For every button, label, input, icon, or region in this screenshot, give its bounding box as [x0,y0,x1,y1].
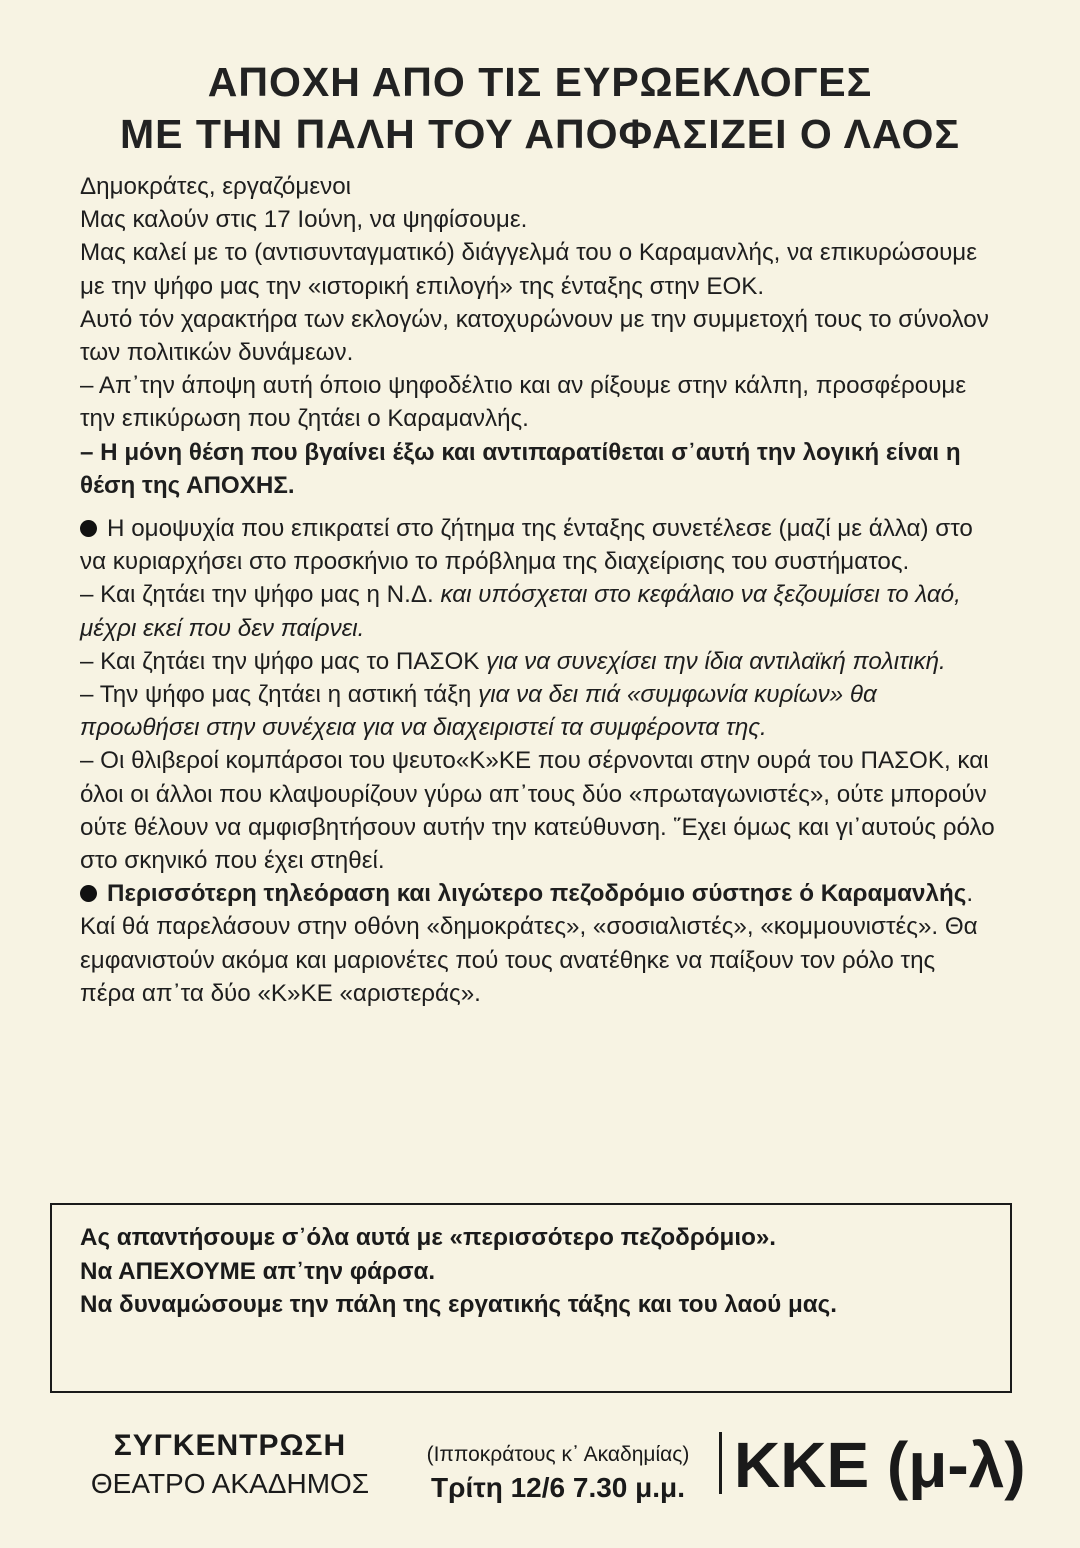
intro-paragraph-4: Αυτό τόν χαρακτήρα των εκλογών, κατοχυρώνουν με την συμμετοχή τους το σύνολον των πολιτικών δυνάμεων. [80,305,989,367]
section2-p4-plain: – Την ψήφο μας ζητάει η αστική τάξη [80,681,472,709]
bullet-icon [80,885,97,902]
callout-line-3: Να δυναμώσουμε την πάλη της εργατικής τάξης και του λαού μας. [80,1291,837,1318]
callout-box [50,1203,1012,1393]
event-block [70,1428,390,1502]
title-line-2: ΜΕ ΤΗΝ ΠΑΛΗ ΤΟΥ ΑΠΟΦΑΣΙΖΕΙ Ο ΛΑΟΣ [120,111,960,157]
callout-line-2: Να ΑΠΕΧΟΥΜΕ απ᾿την φάρσα. [80,1257,436,1285]
bullet-icon [80,520,97,537]
section3-rest: . Καί θά παρελάσουν στην οθόνη «δημοκράτες», «σοσιαλιστές», «κομμουνιστές». Θα εμφανιστούν ακόμα και μαριονέτες πού τους ανατέθηκε να παίξουν τον ρόλο της πέρα απ᾿τα δύο «Κ»ΚΕ «αριστεράς». [80,880,978,1007]
section2-paragraph-5: – Οι θλιβεροί κομπάρσοι του ψευτο«Κ»ΚΕ που σέρνονται στην ουρά του ΠΑΣΟΚ, και όλοι οι άλλοι που κλαψουρίζουν γύρω απ᾿τους δύο «πρωταγωνιστές», ούτε μπορούν ούτε θέλουν να αμφισβητήσουν αυτήν την κατεύθυνση. ῞Εχει όμως και γι᾿αυτούς ρόλο στο σκηνικό που έχει στηθεί. [80,747,995,875]
title-line-1: ΑΠΟΧΗ ΑΠΟ ΤΙΣ ΕΥΡΩΕΚΛΟΓΕΣ [207,59,873,105]
party-name: ΚΚΕ (μ-λ) [734,1429,1026,1501]
intro-paragraph-3: Μας καλεί με το (αντισυνταγματικό) διάγγελμά του ο Καραμανλής, να επικυρώσουμε με την ψήφο μας την «ιστορική επιλογή» της ένταξης στην ΕΟΚ. [80,239,978,300]
event-title: ΣΥΓΚΕΝΤΡΩΣΗ [113,1429,347,1462]
section2-paragraph-3 [80,645,995,678]
section3-bold: Περισσότερη τηλεόραση και λιγώτερο πεζοδρόμιο σύστησε ό Καραμανλής [107,880,967,908]
footer-divider [719,1432,722,1494]
body-text [80,170,995,1010]
event-details [408,1442,708,1506]
section2-paragraph-1 [80,512,995,578]
section3-paragraph [80,877,995,1010]
section2-paragraph-2 [80,578,995,644]
section2-p1-text: Η ομοψυχία που επικρατεί στο ζήτημα της ένταξης συνετέλεσε (μαζί με άλλα) στο να κυριαρχήσει στο προσκήνιο το πρόβλημα της διαχείρισης του συστήματος. [80,515,973,576]
callout-line-1: Ας απαντήσουμε σ᾿όλα αυτά με «περισσότερο πεζοδρόμιο». [80,1224,777,1251]
section2-p3-plain: – Και ζητάει την ψήφο μας το ΠΑΣΟΚ [80,647,480,675]
section2-paragraph-4 [80,678,995,744]
event-address: (Ιπποκράτους κ᾿ Ακαδημίας) [426,1443,690,1466]
page-title [60,56,1020,160]
intro-paragraph-6-emphasis: – Η μόνη θέση που βγαίνει έξω και αντιπαρατίθεται σ᾿αυτή την λογική είναι η θέση της ΑΠΟΧΗΣ. [80,438,961,499]
section2-p4-italic: για να δει πιά «συμφωνία κυρίων» θα προωθήσει στην συνέχεια για να διαχειριστεί τα συμφέροντα της. [80,681,877,742]
section2-p2-italic: και υπόσχεται στο κεφάλαιο να ξεζουμίσει το λαό, μέχρι εκεί που δεν παίρνει. [80,581,961,642]
intro-paragraph-1: Δημοκράτες, εργαζόμενοι [80,173,352,200]
event-venue: ΘΕΑΤΡΟ ΑΚΑΔΗΜΟΣ [90,1468,370,1499]
intro-paragraph-5: – Απ᾿την άποψη αυτή όποιο ψηφοδέλτιο και αν ρίξουμε στην κάλπη, προσφέρουμε την επικύρωση που ζητάει ο Καραμανλής. [80,372,967,433]
event-time: Τρίτη 12/6 7.30 μ.μ. [431,1472,685,1503]
intro-paragraph-2: Μας καλούν στις 17 Ιούνη, να ψηφίσουμε. [80,206,528,234]
section2-p3-italic: για να συνεχίσει την ίδια αντιλαϊκή πολιτική. [486,647,946,675]
section2-p2-plain: – Και ζητάει την ψήφο μας η Ν.Δ. [80,581,434,609]
